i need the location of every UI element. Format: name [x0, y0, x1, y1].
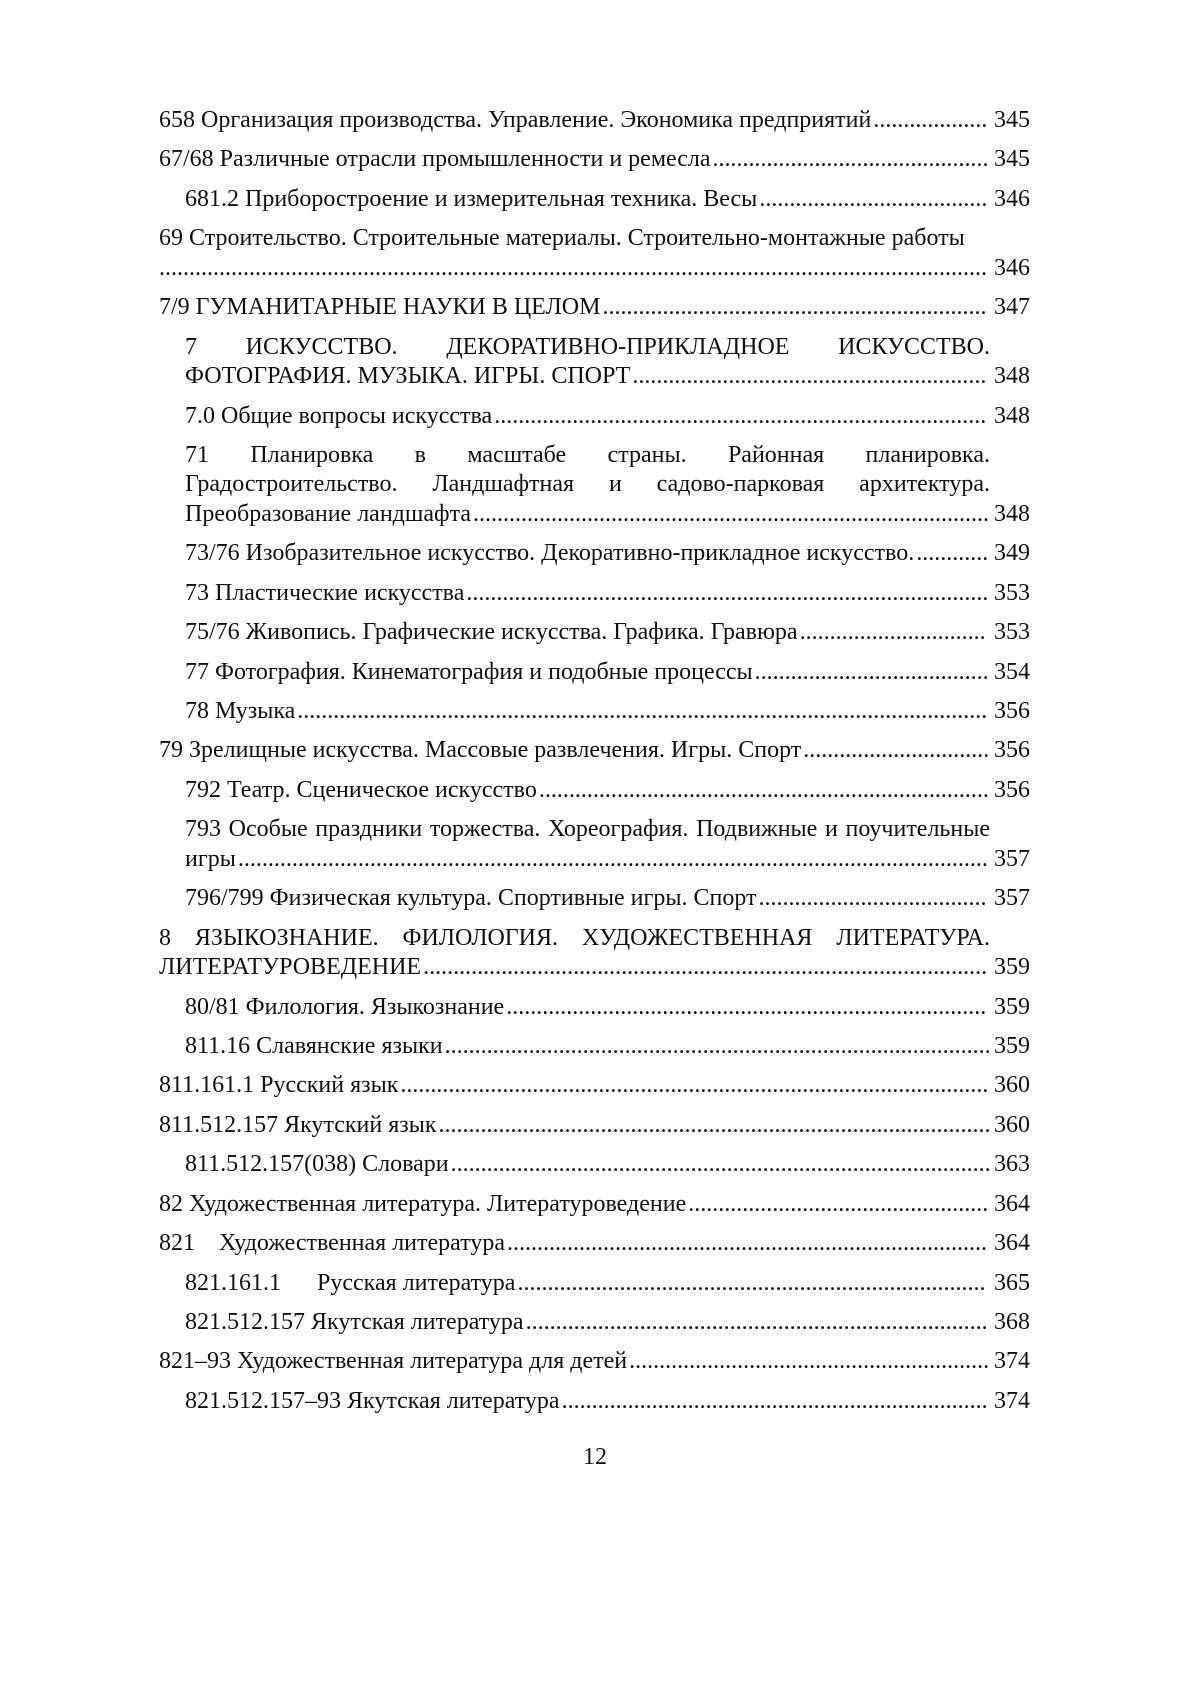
toc-entry[interactable] — [185, 1032, 1030, 1062]
toc-entry[interactable] — [159, 145, 1030, 175]
dot-leader: ................................................................ — [602, 294, 987, 321]
toc-entry-title: 78 Музыка — [185, 698, 296, 725]
page-number: 12 — [583, 1444, 607, 1470]
toc-entry-page: 346 — [994, 254, 1030, 281]
toc-entry-page: 348 — [994, 500, 1030, 527]
toc-entry[interactable] — [159, 1229, 1030, 1259]
dot-leader: .............................................................................. — [517, 1269, 986, 1296]
dot-leader: .......................................................................................... — [450, 1151, 991, 1178]
toc-entry-title: 79 Зрелищные искусства. Массовые развлечения. Игры. Спорт — [159, 737, 802, 764]
toc-entry-title: 811.16 Славянские языки — [185, 1033, 443, 1060]
toc-entry-page: 360 — [994, 1111, 1030, 1138]
toc-entry[interactable] — [159, 1190, 1030, 1220]
toc-entry-title: 658 Организация производства. Управление. Экономика предприятий — [159, 107, 872, 133]
dot-leader: ...................................... — [758, 885, 987, 912]
toc-entry-page: 356 — [994, 776, 1030, 803]
toc-entry-title: 681.2 Приборостроение и измерительная техника. Весы — [185, 185, 758, 212]
dot-leader: ........................................................................... — [538, 776, 989, 803]
dot-leader: ............................................................................................................................. — [237, 845, 988, 872]
toc-entry-page: 348 — [994, 402, 1030, 429]
toc-entry[interactable] — [185, 441, 1030, 530]
toc-entry-title: 821–93 Художественная литература для детей — [159, 1348, 628, 1375]
dot-leader: .................................................................................. — [494, 402, 987, 429]
toc-entry-title: 7/9 ГУМАНИТАРНЫЕ НАУКИ В ЦЕЛОМ — [159, 294, 601, 321]
toc-entry[interactable] — [185, 776, 1030, 806]
toc-entry-page: 346 — [994, 185, 1030, 212]
toc-entry-title: 7 ИСКУССТВО. ДЕКОРАТИВНО-ПРИКЛАДНОЕ ИСКУССТВО. ФОТОГРАФИЯ. МУЗЫКА. ИГРЫ. СПОРТ — [185, 333, 990, 390]
toc-entry[interactable] — [159, 924, 1030, 983]
toc-entry[interactable] — [185, 579, 1030, 609]
dot-leader: ........................................................................................... — [444, 1033, 991, 1060]
dot-leader: ....................................... — [754, 658, 989, 685]
toc-entry[interactable] — [185, 333, 1030, 392]
toc-entry-page: 364 — [994, 1230, 1030, 1257]
toc-entry[interactable] — [185, 815, 1030, 874]
dot-leader: ...................................... — [759, 185, 988, 212]
toc-entry-title: 821.512.157–93 Якутская литература — [185, 1387, 560, 1414]
toc-entry[interactable] — [185, 402, 1030, 432]
toc-entry[interactable] — [185, 1269, 1030, 1299]
dot-leader: ............................................................................................ — [438, 1111, 991, 1138]
toc-entry-title: 7.0 Общие вопросы искусства — [185, 402, 493, 429]
toc-entry[interactable] — [185, 1387, 1030, 1417]
toc-entry-title: 8 ЯЗЫКОЗНАНИЕ. ФИЛОЛОГИЯ. ХУДОЖЕСТВЕННАЯ ЛИТЕРАТУРА. ЛИТЕРАТУРОВЕДЕНИЕ — [159, 924, 990, 981]
dot-leader: ............................... — [803, 737, 990, 764]
dot-leader: ............ — [916, 540, 989, 567]
toc-entry-title: 821.161.1 Русская литература — [185, 1269, 516, 1296]
toc-entry-title: 82 Художественная литература. Литературоведение — [159, 1190, 687, 1217]
toc-entry-page: 364 — [994, 1190, 1030, 1217]
toc-entry-title: 67/68 Различные отрасли промышленности и ремесла — [159, 146, 711, 173]
toc-entry-title: 811.161.1 Русский язык — [159, 1072, 399, 1099]
dot-leader: ................................................................................ — [507, 1230, 988, 1257]
toc-entry[interactable] — [185, 539, 1030, 569]
toc-entry[interactable] — [185, 697, 1030, 727]
toc-entry-title: 811.512.157 Якутский язык — [159, 1111, 437, 1138]
toc-entry[interactable] — [159, 1347, 1030, 1377]
toc-entry[interactable] — [185, 993, 1030, 1023]
table-of-contents — [159, 106, 1030, 1426]
toc-entry-page: 348 — [994, 363, 1030, 390]
toc-entry-title: 80/81 Филология. Языкознание — [185, 993, 505, 1020]
toc-entry-page: 359 — [994, 954, 1030, 981]
toc-entry[interactable] — [185, 618, 1030, 648]
dot-leader: .......................................................................................................................................... — [159, 254, 987, 281]
dot-leader: .............................................................................................. — [423, 954, 988, 981]
toc-entry-title: 821 Художественная литература — [159, 1230, 506, 1257]
toc-entry[interactable] — [159, 1071, 1030, 1101]
toc-entry-title: 77 Фотография. Кинематография и подобные процессы — [185, 658, 753, 685]
dot-leader: ............................................................................. — [525, 1308, 988, 1335]
toc-entry-page: 357 — [994, 885, 1030, 912]
toc-entry-title: 69 Строительство. Строительные материалы. Строительно-монтажные работы — [159, 225, 965, 252]
toc-entry[interactable] — [159, 224, 1030, 283]
toc-entry-page: 368 — [994, 1308, 1030, 1335]
toc-entry-page: 353 — [994, 579, 1030, 606]
dot-leader: ....................................................................................... — [466, 579, 989, 606]
dot-leader: ...................................................................................... — [473, 500, 989, 527]
toc-entry-page: 359 — [994, 993, 1030, 1020]
toc-entry-title: 821.512.157 Якутская литература — [185, 1308, 524, 1335]
toc-entry-title: 75/76 Живопись. Графические искусства. Графика. Гравюра — [185, 619, 798, 646]
dot-leader: ........................................................... — [632, 363, 987, 390]
dot-leader: ................................................................................ — [506, 993, 987, 1020]
toc-entry[interactable] — [185, 1150, 1030, 1180]
dot-leader: ................... — [873, 107, 988, 133]
toc-entry[interactable] — [159, 1111, 1030, 1141]
dot-leader: .............................................. — [712, 146, 989, 173]
toc-entry[interactable] — [159, 106, 1030, 136]
toc-entry-page: 345 — [994, 146, 1030, 173]
toc-entry-title: 73/76 Изобразительное искусство. Декоративно-прикладное искусство. — [185, 540, 915, 567]
toc-entry-page: 345 — [994, 107, 1030, 133]
toc-entry[interactable] — [185, 1308, 1030, 1338]
toc-entry-page: 360 — [994, 1072, 1030, 1099]
toc-entry-page: 357 — [994, 845, 1030, 872]
toc-entry[interactable] — [185, 185, 1030, 215]
toc-entry-page: 374 — [994, 1387, 1030, 1414]
dot-leader: ............................................................ — [629, 1348, 990, 1375]
toc-entry-title: 73 Пластические искусства — [185, 579, 465, 606]
toc-entry[interactable] — [159, 736, 1030, 766]
dot-leader: ....................................................................... — [561, 1387, 988, 1414]
dot-leader: .................................................................................................. — [400, 1072, 989, 1099]
toc-entry-title: 71 Планировка в масштабе страны. Районная планировка. Градостроительство. Ландшафтная и садово-парковая архитектура. Преобразование ландшафта — [185, 441, 990, 527]
toc-entry-page: 356 — [994, 698, 1030, 725]
toc-entry-page: 356 — [994, 737, 1030, 764]
toc-entry-page: 374 — [994, 1348, 1030, 1375]
toc-entry-page: 347 — [994, 294, 1030, 321]
dot-leader: ............................... — [799, 619, 986, 646]
toc-entry[interactable] — [185, 658, 1030, 688]
toc-entry-page: 353 — [994, 619, 1030, 646]
dot-leader: .................................................. — [688, 1190, 989, 1217]
toc-entry-page: 365 — [994, 1269, 1030, 1296]
toc-entry-title: 793 Особые праздники торжества. Хореография. Подвижные и поучительные игры — [185, 816, 990, 872]
dot-leader: ................................................................................................................... — [297, 698, 988, 725]
toc-entry-title: 796/799 Физическая культура. Спортивные игры. Спорт — [185, 885, 757, 912]
toc-entry-page: 349 — [994, 540, 1030, 567]
toc-entry-page: 354 — [994, 658, 1030, 685]
toc-entry[interactable] — [159, 293, 1030, 323]
toc-entry-title: 792 Театр. Сценическое искусство — [185, 776, 537, 803]
toc-entry-page: 359 — [994, 1033, 1030, 1060]
toc-entry[interactable] — [185, 884, 1030, 914]
toc-entry-page: 363 — [994, 1151, 1030, 1178]
toc-entry-title: 811.512.157(038) Словари — [185, 1151, 449, 1178]
